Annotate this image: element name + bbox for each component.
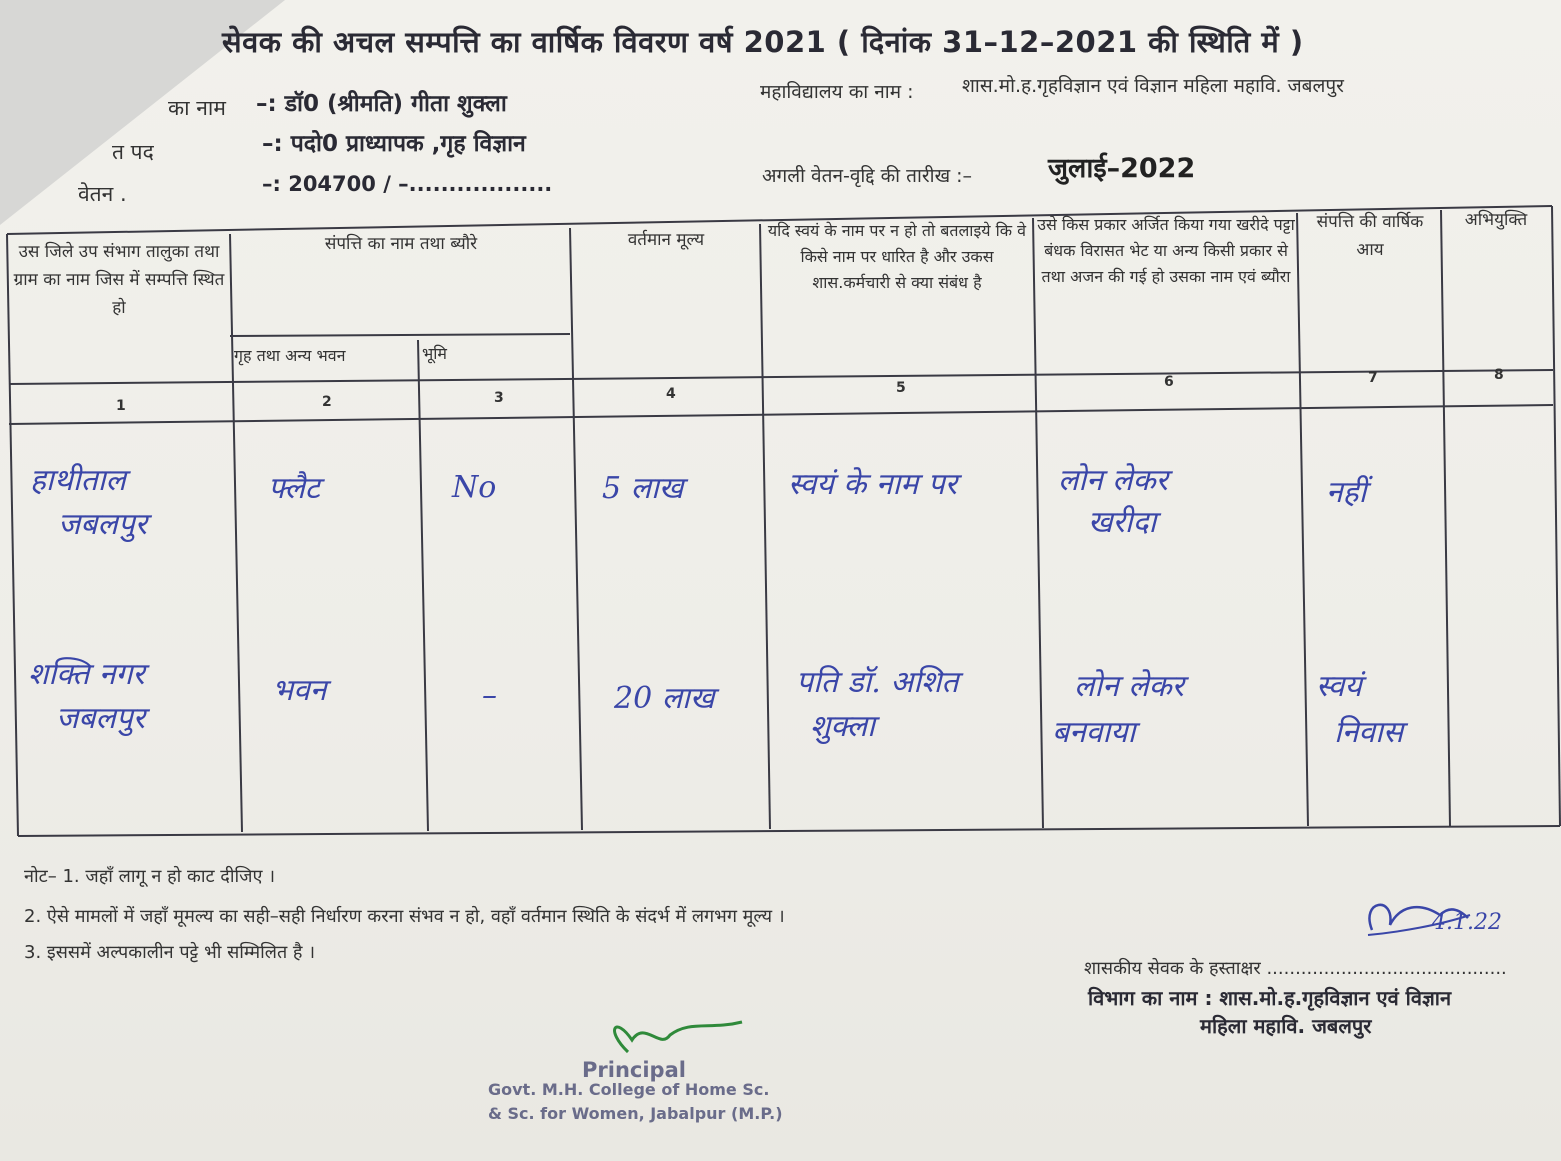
row2-building: भवन (272, 673, 327, 708)
row1-acquired-line1: लोन लेकर (1058, 463, 1168, 498)
post-label: त पद (112, 140, 154, 164)
row1-income: नहीं (1326, 475, 1367, 510)
header-value: वर्तमान मूल्य (627, 230, 705, 250)
column-number: 1 (116, 398, 126, 414)
name-label: का नाम (168, 96, 226, 120)
department-line1: विभाग का नाम : शास.मो.ह.गृहविज्ञान एवं विज्ञान (1088, 986, 1452, 1010)
header-location: उस जिले उप संभाग तालुका तथा ग्राम का नाम जिस में सम्पत्ति स्थित हो (13, 242, 225, 318)
stamp-line2: & Sc. for Women, Jabalpur (M.P.) (488, 1104, 783, 1123)
header-owner: यदि स्वयं के नाम पर न हो तो बतलाइये कि वे किसे नाम पर धारित है और उकस शास.कर्मचारी से क्या संबंध है (767, 221, 1027, 292)
column-number: 5 (896, 380, 906, 396)
column-number: 7 (1368, 370, 1378, 386)
row2-location-line2: जबलपुर (56, 701, 146, 736)
column-number: 4 (666, 386, 676, 402)
document-title: सेवक की अचल सम्पत्ति का वार्षिक विवरण वर्ष 2021 ( दिनांक 31–12–2021 की स्थिति में ) (222, 25, 1304, 59)
column-number: 2 (322, 394, 332, 410)
signature-label: शासकीय सेवक के हस्ताक्षर .......................................... (1084, 958, 1507, 979)
row2-location-line1: शक्ति नगर (28, 657, 145, 692)
subheader-building: गृह तथा अन्य भवन (234, 346, 346, 365)
row2-acquired-line2: बनवाया (1052, 715, 1136, 750)
row1-acquired-line2: खरीदा (1088, 505, 1157, 540)
row2-income-line1: स्वयं (1316, 669, 1362, 704)
salary-value: –: 204700 / –.................. (262, 172, 553, 196)
college-value: शास.मो.ह.गृहविज्ञान एवं विज्ञान महिला महावि. जबलपुर (962, 75, 1344, 97)
stamp-line1: Govt. M.H. College of Home Sc. (488, 1080, 770, 1099)
note-3: 3. इससमें अल्पकालीन पट्टे भी सम्मिलित है । (24, 942, 316, 963)
column-number: 3 (494, 390, 504, 406)
column-number: 6 (1164, 374, 1174, 390)
salary-label: वेतन . (78, 182, 127, 206)
header-acquired: उसे किस प्रकार अर्जित किया गया खरीदे पट्टा बंधक विरासत भेट या अन्य किसी प्रकार से तथा अजन की गई हो उसका नाम एवं ब्यौरा (1037, 215, 1295, 286)
row2-owner-line2: शुक्ला (810, 709, 875, 744)
note-2: 2. ऐसे मामलों में जहाँ मूमल्य का सही–सही निर्धारण करना संभव न हो, वहाँ वर्तमान स्थिति के संदर्भ में लगभग मूल्य । (24, 906, 785, 927)
row1-land: No (452, 470, 497, 505)
increment-value: जुलाई–2022 (1048, 153, 1196, 184)
row1-value: 5 लाख (602, 471, 684, 506)
note-1: नोट– 1. जहाँ लागू न हो काट दीजिए । (24, 866, 276, 887)
row2-value: 20 लाख (614, 681, 715, 716)
row2-income-line2: निवास (1334, 715, 1404, 750)
name-value: –: डॉ0 (श्रीमति) गीता शुक्ला (256, 91, 507, 117)
header-remarks: अभियुक्ति (1464, 210, 1528, 230)
column-number: 8 (1494, 367, 1504, 383)
row1-owner: स्वयं के नाम पर (788, 467, 958, 502)
increment-label: अगली वेतन-वृद्दि की तारीख :– (762, 165, 973, 187)
subheader-land: भूमि (422, 344, 447, 363)
header-income: संपत्ति की वार्षिक आय (1316, 212, 1424, 260)
row2-land: – (482, 678, 497, 713)
row1-location-line1: हाथीताल (30, 463, 126, 498)
row2-owner-line1: पति डॉ. अशित (796, 665, 959, 700)
department-line2: महिला महावि. जबलपुर (1200, 1014, 1372, 1038)
college-label: महाविद्यालय का नाम : (760, 81, 914, 103)
row1-location-line2: जबलपुर (58, 507, 148, 542)
signature-date: 4.1.22 (1432, 910, 1502, 935)
post-value: –: पदो0 प्राध्यापक ,गृह विज्ञान (262, 131, 526, 157)
header-property: संपत्ति का नाम तथा ब्यौरे (324, 234, 478, 254)
row1-building: फ्लैट (268, 471, 320, 506)
stamp-title: Principal (582, 1058, 686, 1082)
row2-acquired-line1: लोन लेकर (1074, 669, 1184, 704)
